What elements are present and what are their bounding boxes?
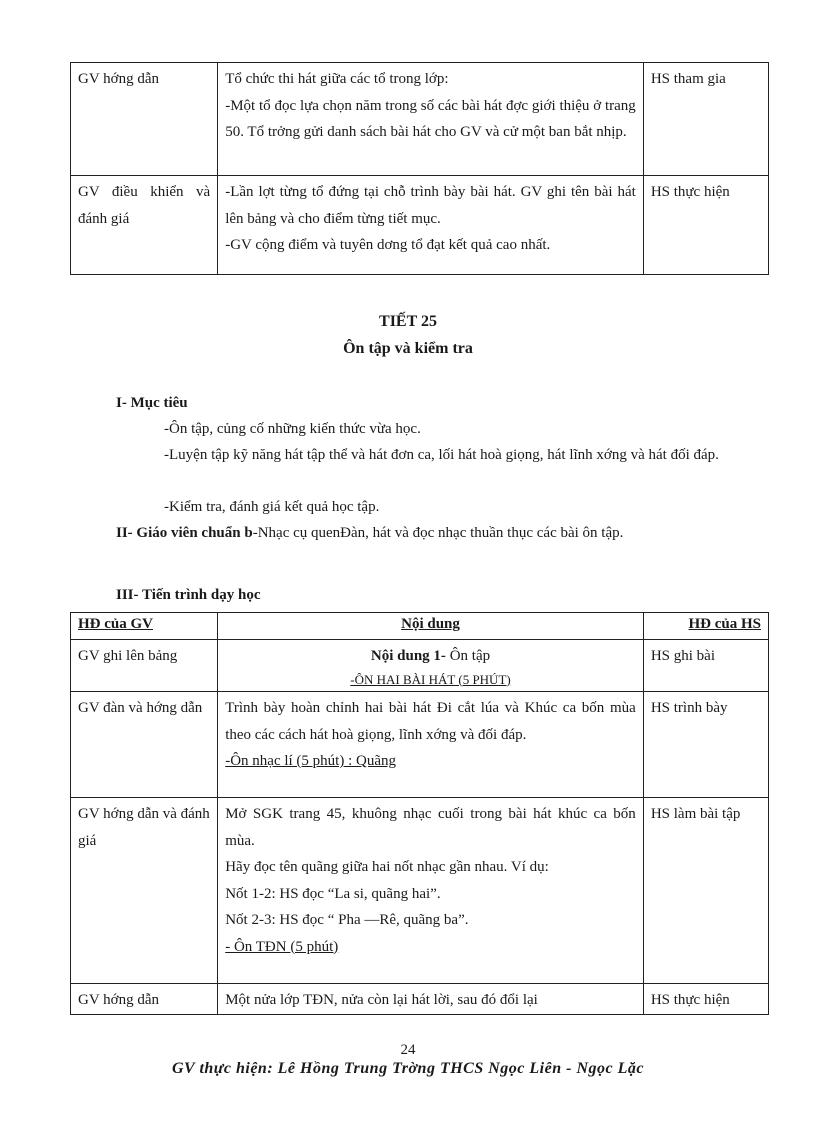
page-footer: GV thực hiện: Lê Hồng Trung Trờng THCS Ngọc Liên - Ngọc Lặc (172, 1060, 644, 1077)
table-row (71, 176, 769, 275)
content-cell: Nội dung 1- Ôn tập -ÔN HAI BÀI HÁT (5 PHÚT) (218, 640, 644, 692)
activity-table-main (70, 612, 769, 1015)
section-preparation (116, 520, 756, 546)
header-content: Nội dung (218, 613, 644, 640)
table-row (71, 692, 769, 798)
section-preparation-heading: II- Giáo viên chuẩn b (116, 525, 253, 541)
lesson-title: Ôn tập và kiểm tra (343, 340, 473, 357)
section-objectives-heading: I- Mục tiêu (116, 395, 188, 411)
hs-cell: HS tham gia (643, 63, 768, 176)
table-header-row (71, 613, 769, 640)
gv-cell: GV ghi lên bảng (71, 640, 218, 692)
gv-cell: GV điều khiển và đánh giá (71, 176, 218, 275)
lesson-number: TIẾT 25 (379, 313, 437, 330)
header-hs: HĐ của HS (643, 613, 768, 640)
objective-item: -Luyện tập kỹ năng hát tập thể và hát đơn ca, lối hát hoà giọng, hát lĩnh xớng và hát đối đáp. (164, 447, 719, 463)
content-cell: Trình bày hoàn chỉnh hai bài hát Đi cắt lúa và Khúc ca bốn mùa theo các cách hát hoà giọng, lĩnh xớng và đối đáp. -Ôn nhạc lí (5 phút) : Quãng (218, 692, 644, 798)
content-cell: Mở SGK trang 45, khuông nhạc cuối trong bài hát khúc ca bốn mùa. Hãy đọc tên quãng giữa hai nốt nhạc gần nhau. Ví dụ: Nốt 1-2: HS đọc “La si, quãng hai”. Nốt 2-3: HS đọc “ Pha —Rê, quãng ba”. - Ôn TĐN (5 phút) (218, 798, 644, 984)
gv-cell: GV đàn và hớng dẫn (71, 692, 218, 798)
content-cell: Một nửa lớp TĐN, nửa còn lại hát lời, sau đó đổi lại (218, 984, 644, 1015)
section-preparation-text: -Nhạc cụ quenĐàn, hát và đọc nhạc thuần thục các bài ôn tập. (252, 525, 624, 541)
hs-cell: HS ghi bài (643, 640, 768, 692)
hs-cell: HS làm bài tập (643, 798, 768, 984)
table-row (71, 63, 769, 176)
hs-cell: HS thực hiện (643, 984, 768, 1015)
content-cell: -Lần lợt từng tổ đứng tại chỗ trình bày bài hát. GV ghi tên bài hát lên bảng và cho điểm từng tiết mục. -GV cộng điểm và tuyên dơng tổ đạt kết quả cao nhất. (218, 176, 644, 275)
section-process-heading: III- Tiến trình dạy học (116, 587, 261, 603)
content-cell: Tổ chức thi hát giữa các tổ trong lớp: -Một tổ đọc lựa chọn năm trong số các bài hát đợc giới thiệu ở trang 50. Tổ trởng gửi danh sách bài hát cho GV và cử một ban bắt nhịp. (218, 63, 644, 176)
activity-table-top (70, 62, 769, 275)
objective-item: -Ôn tập, củng cố những kiến thức vừa học. (164, 421, 421, 437)
hs-cell: HS thực hiện (643, 176, 768, 275)
gv-cell: GV hớng dẫn (71, 63, 218, 176)
objective-item: -Kiểm tra, đánh giá kết quả học tập. (164, 499, 380, 515)
hs-cell: HS trình bày (643, 692, 768, 798)
table-row (71, 798, 769, 984)
gv-cell: GV hớng dẫn (71, 984, 218, 1015)
header-gv: HĐ của GV (71, 613, 218, 640)
table-row (71, 640, 769, 692)
page-number: 24 (400, 1042, 416, 1058)
gv-cell: GV hớng dẫn và đánh giá (71, 798, 218, 984)
table-row (71, 984, 769, 1015)
